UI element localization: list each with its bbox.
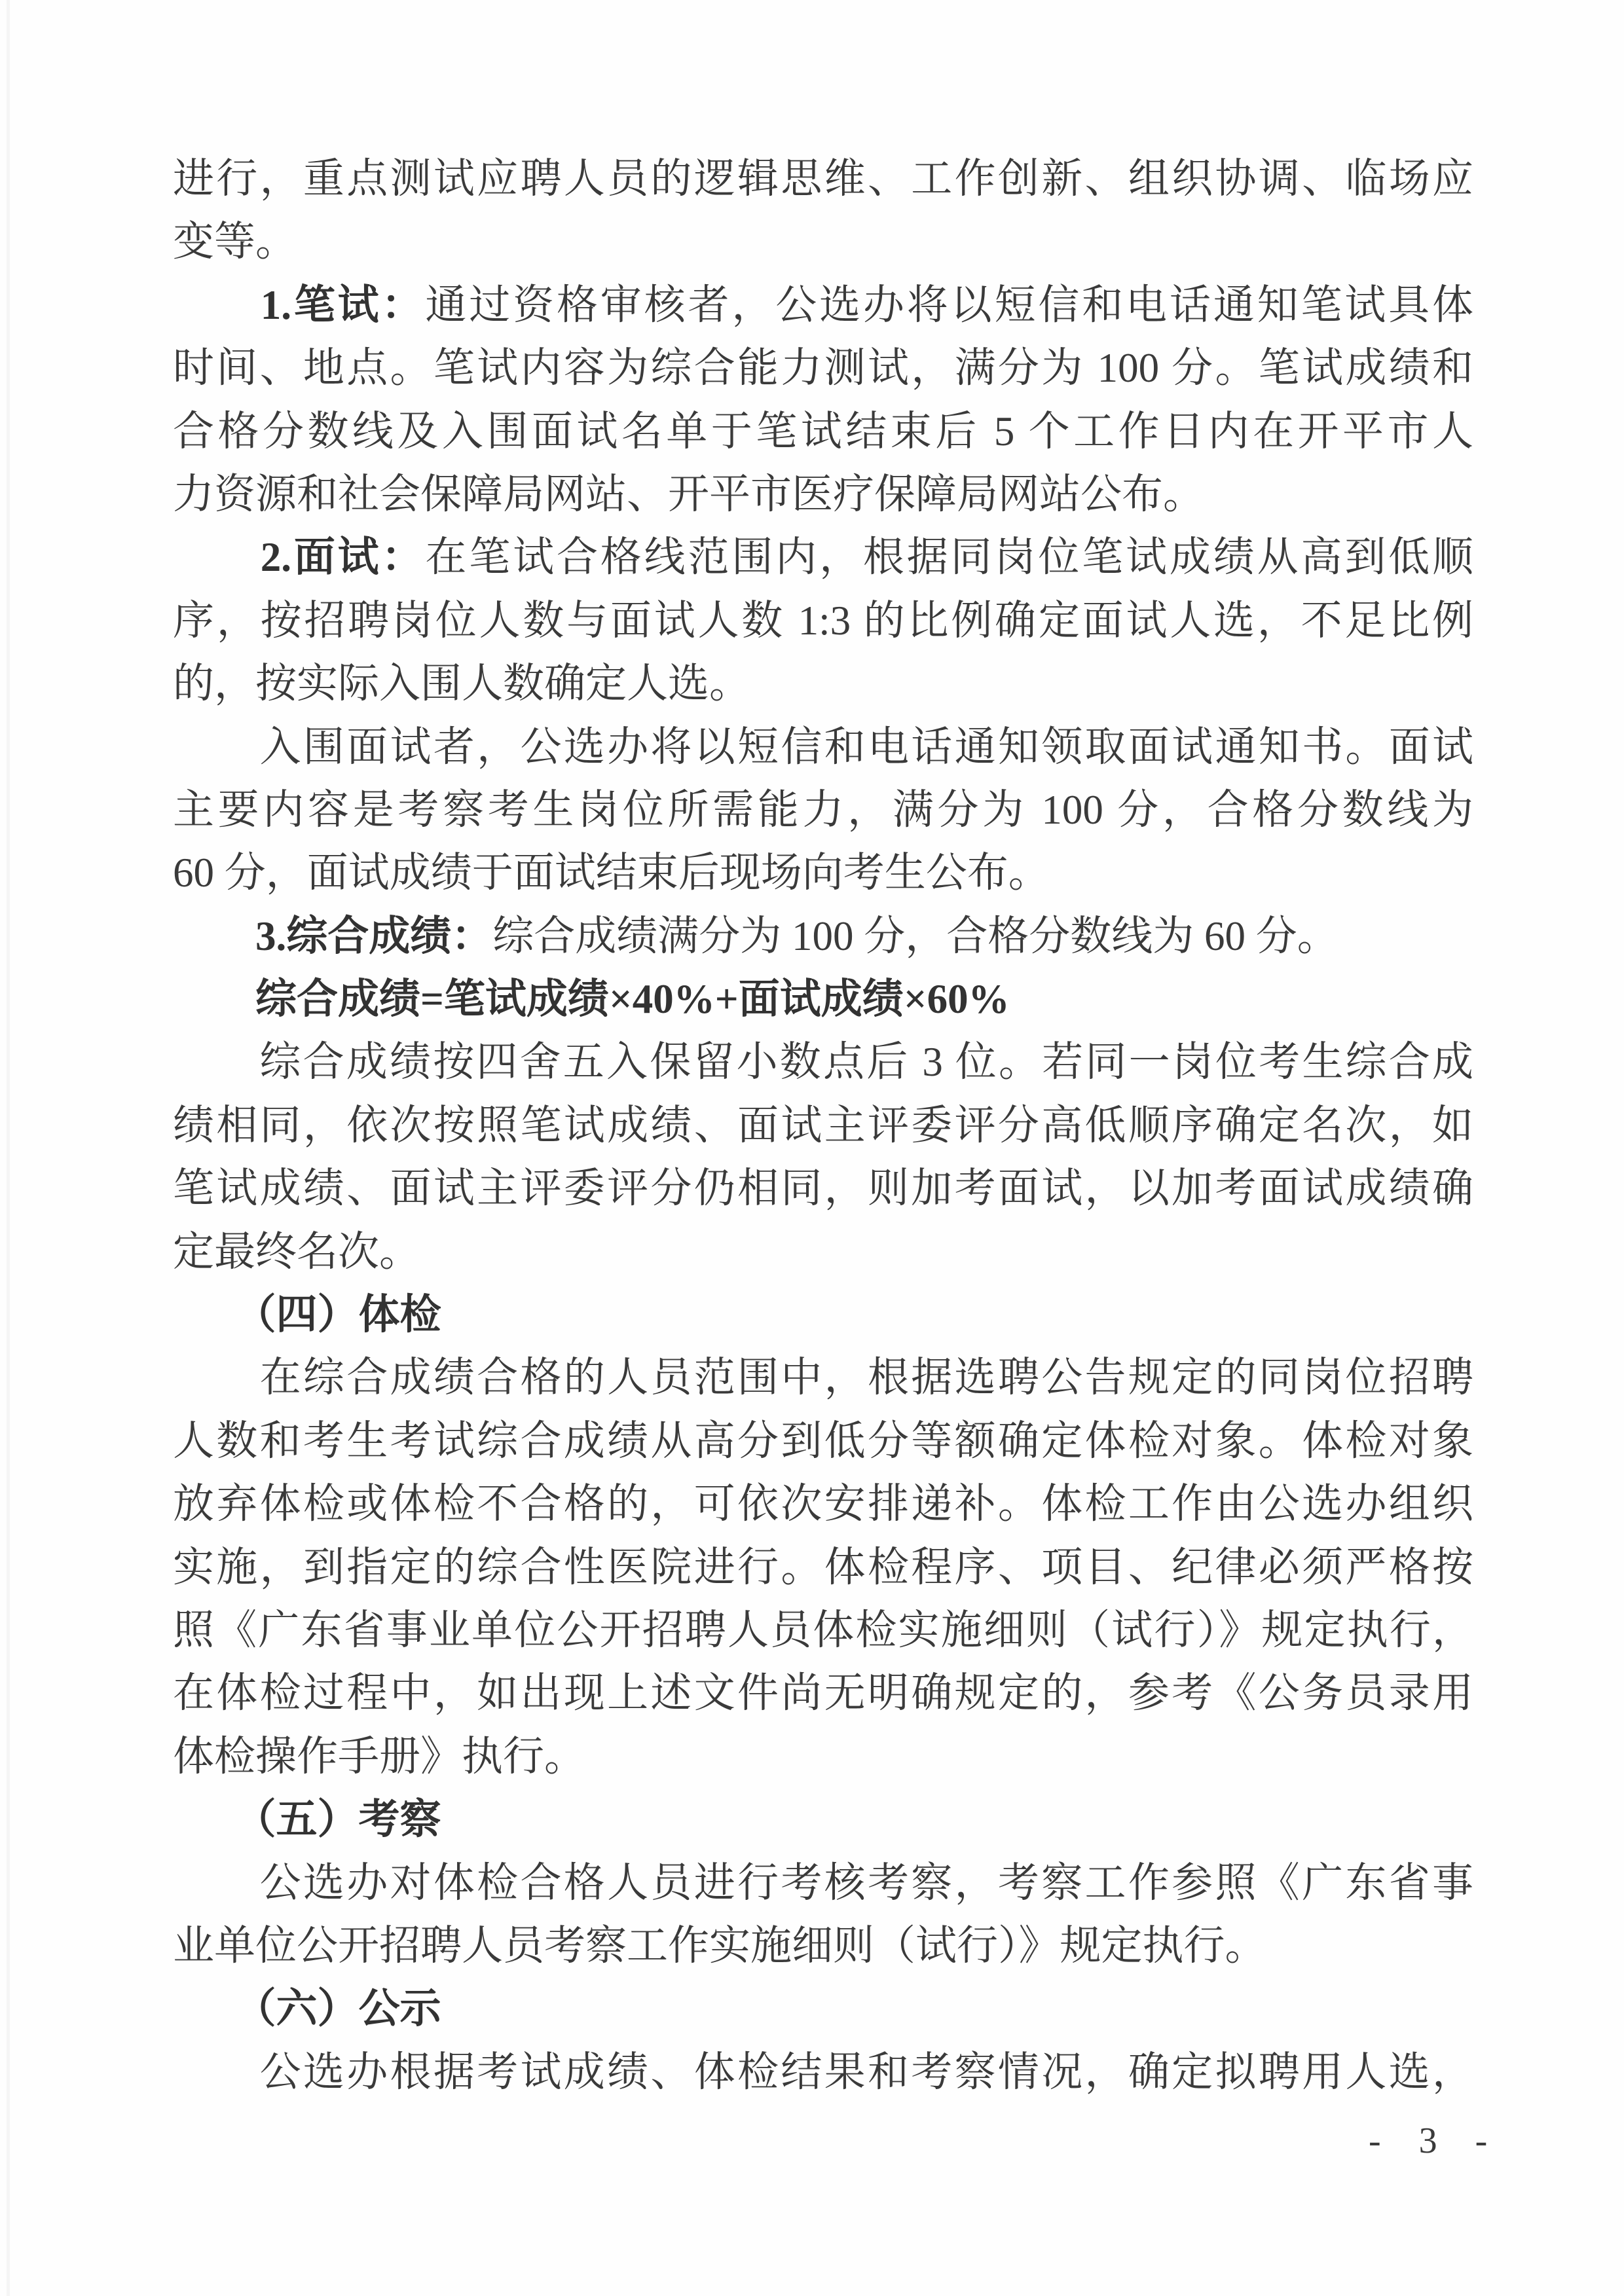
text-run: 绩相同，依次按照笔试成绩、面试主评委评分高低顺序确定名次，如 — [173, 1102, 1473, 1148]
text-line — [173, 1914, 1473, 1977]
text-run: 综合成绩满分为 100 分，合格分数线为 60 分。 — [492, 913, 1338, 959]
bold-text-run: 综合成绩=笔试成绩×40%+面试成绩×60% — [255, 976, 1010, 1023]
text-line — [173, 463, 1473, 526]
text-line — [173, 1220, 1473, 1283]
text-run: 力资源和社会保障局网站、开平市医疗保障局网站公布。 — [173, 471, 1204, 517]
text-run — [173, 282, 261, 328]
scan-edge-shadow — [7, 0, 10, 2296]
text-line — [173, 1536, 1473, 1599]
text-line — [173, 1346, 1473, 1409]
document-text — [173, 147, 1473, 2104]
text-line — [173, 841, 1473, 904]
bold-text-run: （四）体检 — [255, 1292, 441, 1338]
text-run: 公选办对体检合格人员进行考核考察，考察工作参照《广东省事 — [173, 1859, 1473, 1906]
text-line — [173, 1283, 1473, 1346]
text-run: 放弃体检或体检不合格的，可依次安排递补。体检工作由公选办组织 — [173, 1481, 1473, 1527]
text-line — [173, 1094, 1473, 1157]
text-run: 60 分，面试成绩于面试结束后现场向考生公布。 — [173, 850, 1050, 896]
text-run: 业单位公开招聘人员考察工作实施细则（试行）》规定执行。 — [173, 1922, 1266, 1969]
text-line — [173, 400, 1473, 463]
text-line — [173, 337, 1473, 399]
text-run: 进行，重点测试应聘人员的逻辑思维、工作创新、组织协调、临场应 — [173, 156, 1473, 202]
text-line — [173, 716, 1473, 778]
text-line — [173, 778, 1473, 841]
text-line — [173, 2041, 1473, 2104]
text-line — [173, 147, 1473, 210]
text-run: 合格分数线及入围面试名单于笔试结束后 5 个工作日内在开平市人 — [173, 408, 1473, 454]
text-line — [173, 968, 1473, 1030]
text-run: 入围面试者，公选办将以短信和电话通知领取面试通知书。面试 — [173, 723, 1473, 770]
bold-text-run: 3.综合成绩： — [255, 913, 493, 959]
text-run — [173, 534, 261, 580]
text-line — [173, 1725, 1473, 1788]
text-run: 时间、地点。笔试内容为综合能力测试，满分为 100 分。笔试成绩和 — [173, 345, 1473, 392]
text-run — [173, 1986, 255, 2032]
text-run: 主要内容是考察考生岗位所需能力，满分为 100 分，合格分数线为 — [173, 786, 1473, 833]
text-line — [173, 210, 1473, 273]
text-line — [173, 905, 1473, 968]
text-run: 笔试成绩、面试主评委评分仍相同，则加考面试，以加考面试成绩确 — [173, 1165, 1473, 1212]
text-run — [173, 1292, 255, 1338]
text-run: 实施，到指定的综合性医院进行。体检程序、项目、纪律必须严格按 — [173, 1544, 1473, 1590]
text-line — [173, 1851, 1473, 1914]
text-run: 序，按招聘岗位人数与面试人数 1:3 的比例确定面试人选，不足比例 — [173, 597, 1473, 644]
text-run: 在体检过程中，如出现上述文件尚无明确规定的，参考《公务员录用 — [173, 1670, 1473, 1717]
text-line — [173, 526, 1473, 589]
text-line — [173, 1662, 1473, 1724]
text-line — [173, 1472, 1473, 1535]
text-line — [173, 1977, 1473, 2040]
text-run: 体检操作手册》执行。 — [173, 1733, 585, 1779]
text-run: 在综合成绩合格的人员范围中，根据选聘公告规定的同岗位招聘 — [173, 1355, 1473, 1401]
text-run: 公选办根据考试成绩、体检结果和考察情况，确定拟聘用人选， — [173, 2049, 1473, 2095]
text-run: 综合成绩按四舍五入保留小数点后 3 位。若同一岗位考生综合成 — [173, 1039, 1473, 1085]
text-run — [173, 976, 255, 1022]
bold-text-run: （五）考察 — [255, 1796, 441, 1843]
text-run: 变等。 — [173, 219, 297, 265]
text-run — [173, 1796, 255, 1842]
bold-text-run: 2.面试： — [260, 534, 426, 581]
text-line — [173, 652, 1473, 715]
text-line — [173, 1030, 1473, 1093]
text-line — [173, 274, 1473, 337]
bold-text-run: 1.笔试： — [260, 282, 426, 328]
text-run: 定最终名次。 — [173, 1228, 420, 1275]
text-run: 照《广东省事业单位公开招聘人员体检实施细则（试行）》规定执行， — [173, 1607, 1473, 1653]
text-line — [173, 1788, 1473, 1851]
text-run: 的，按实际入围人数确定人选。 — [173, 661, 750, 707]
text-line — [173, 1157, 1473, 1220]
text-run: 人数和考生考试综合成绩从高分到低分等额确定体检对象。体检对象 — [173, 1417, 1473, 1464]
text-run — [173, 913, 255, 959]
page-number: - 3 - — [1369, 2121, 1502, 2161]
text-line — [173, 589, 1473, 652]
bold-text-run: （六）公示 — [255, 1986, 441, 2032]
text-run: 通过资格审核者，公选办将以短信和电话通知笔试具体 — [425, 282, 1473, 328]
text-line — [173, 1599, 1473, 1662]
text-line — [173, 1410, 1473, 1472]
text-run: 在笔试合格线范围内，根据同岗位笔试成绩从高到低顺 — [425, 534, 1473, 581]
